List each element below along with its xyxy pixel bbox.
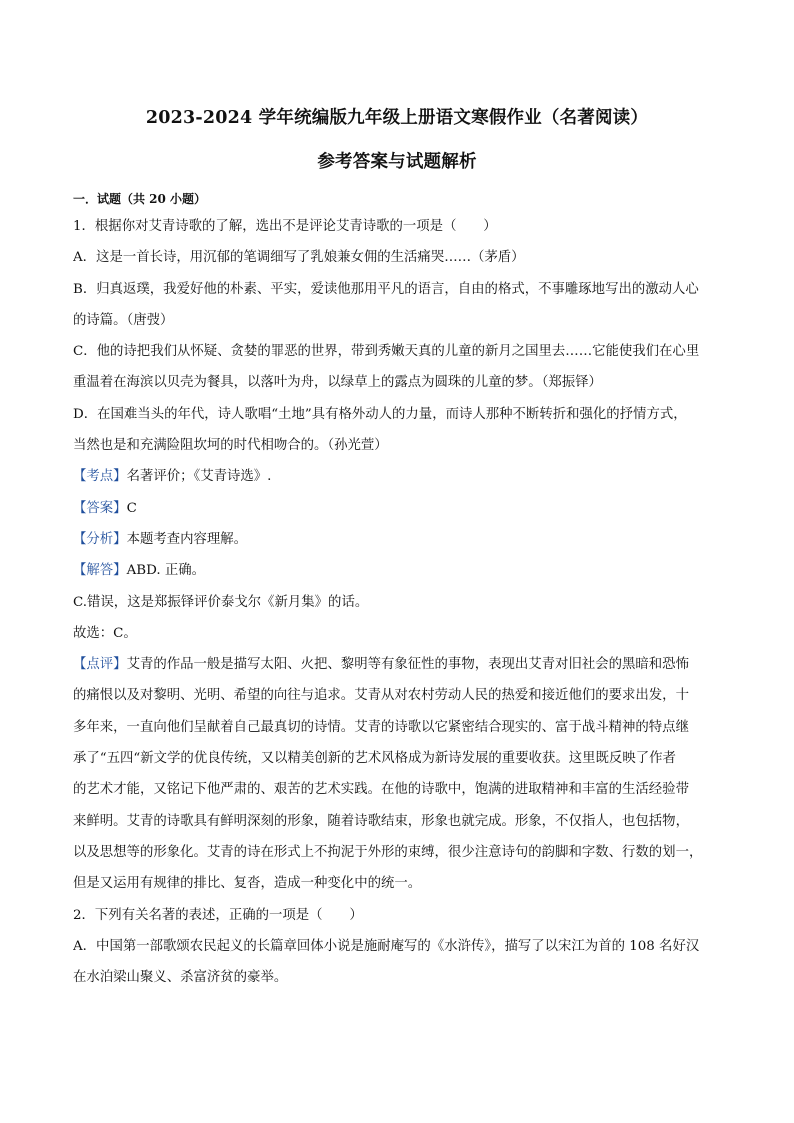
kaodian-label: 【考点】 <box>73 469 127 485</box>
q1-comment <box>73 649 725 680</box>
q1-comment-line: 的艺术才能，又铭记下他严肃的、艰苦的艺术实践。在他的诗歌中，饱满的进取精神和丰富的生活经验带 <box>73 782 689 798</box>
q1-option-c-cont: 重温着在海滨以贝壳为餐具，以落叶为舟，以绿草上的露点为圆珠的儿童的梦。（郑振铎） <box>73 375 602 391</box>
analysis-text: 本题考查内容理解。 <box>126 531 248 547</box>
q1-option-b-cont: 的诗篇。（唐弢） <box>73 312 174 328</box>
q1-option-b: B．归真返璞，我爱好他的朴素、平实，爱读他那用平凡的语言，自由的格式，不事雕琢地写出的激动人心 <box>73 281 699 297</box>
section-heading: 一．试题（共 20 小题） <box>73 192 207 206</box>
comment-text: 艾青的作品一般是描写太阳、火把、黎明等有象征性的事物，表现出艾青对旧社会的黑暗和恐怖 <box>126 657 689 673</box>
q1-comment-line: 来鲜明。艾青的诗歌具有鲜明深刻的形象，随着诗歌结束，形象也就完成。形象，不仅指人，也包括物， <box>73 813 689 829</box>
answer-label: 【答案】 <box>73 500 127 516</box>
solution-label: 【解答】 <box>73 563 127 579</box>
q1-solution <box>73 555 725 586</box>
q1-option-c: C．他的诗把我们从怀疑、贪婪的罪恶的世界，带到秀嫩天真的儿童的新月之国里去……它能使我们在心里 <box>73 344 700 360</box>
q1-option-d-cont: 当然也是和充满险阻坎坷的时代相吻合的。（孙光萱） <box>73 438 388 454</box>
q1-answer <box>73 493 725 524</box>
q1-comment-line: 的痛恨以及对黎明、光明、希望的向往与追求。艾青从对农村劳动人民的热爱和接近他们的要求出发，十 <box>73 688 689 704</box>
q1-comment-line: 以及思想等的形象化。艾青的诗在形式上不拘泥于外形的束缚，很少注意诗句的韵脚和字数、行数的划一， <box>73 844 703 860</box>
q1-option-d: D．在国难当头的年代，诗人歌唱“土地”具有格外动人的力量，而诗人那种不断转折和强化的抒情方式， <box>73 406 687 422</box>
q1-comment-line: 多年来，一直向他们呈献着自己最真切的诗情。艾青的诗歌以它紧密结合现实的、富于战斗精神的特点继 <box>73 719 689 735</box>
q1-solution-c: C.错误，这是郑振铎评价泰戈尔《新月集》的话。 <box>73 594 369 610</box>
document-subtitle: 参考答案与试题解析 <box>317 152 477 172</box>
q1-stem: 1．根据你对艾青诗歌的了解，选出不是评论艾青诗歌的一项是（ ） <box>73 219 497 234</box>
answer-text: C <box>126 500 137 516</box>
questions-content <box>73 211 725 993</box>
analysis-label: 【分析】 <box>73 531 127 547</box>
comment-label: 【点评】 <box>73 657 127 673</box>
q1-option-a: A．这是一首长诗，用沉郁的笔调细写了乳娘兼女佣的生活痛哭……（茅盾） <box>73 250 525 266</box>
q2-option-a: A．中国第一部歌颂农民起义的长篇章回体小说是施耐庵写的《水浒传》，描写了以宋江为首的 108 名好汉 <box>73 938 700 954</box>
document-title: 2023-2024 学年统编版九年级上册语文寒假作业（名著阅读） <box>145 108 649 128</box>
kaodian-text: 名著评价；《艾青诗选》. <box>126 469 272 485</box>
q1-kaodian <box>73 461 725 492</box>
q1-comment-line: 但是又运用有规律的排比、复沓，造成一种变化中的统一。 <box>73 876 422 892</box>
q1-choose: 故选：C。 <box>73 625 137 641</box>
q1-analysis <box>73 524 725 555</box>
q1-comment-line: 承了“五四“新文学的优良传统，又以精美创新的艺术风格成为新诗发展的重要收获。这里既反映了作者 <box>73 751 676 767</box>
solution-text: ABD. 正确。 <box>126 563 206 579</box>
q2-option-a-cont: 在水泊梁山聚义、杀富济贫的豪举。 <box>73 970 288 986</box>
q2-stem: 2．下列有关名著的表述，正确的一项是（ ） <box>73 907 363 923</box>
